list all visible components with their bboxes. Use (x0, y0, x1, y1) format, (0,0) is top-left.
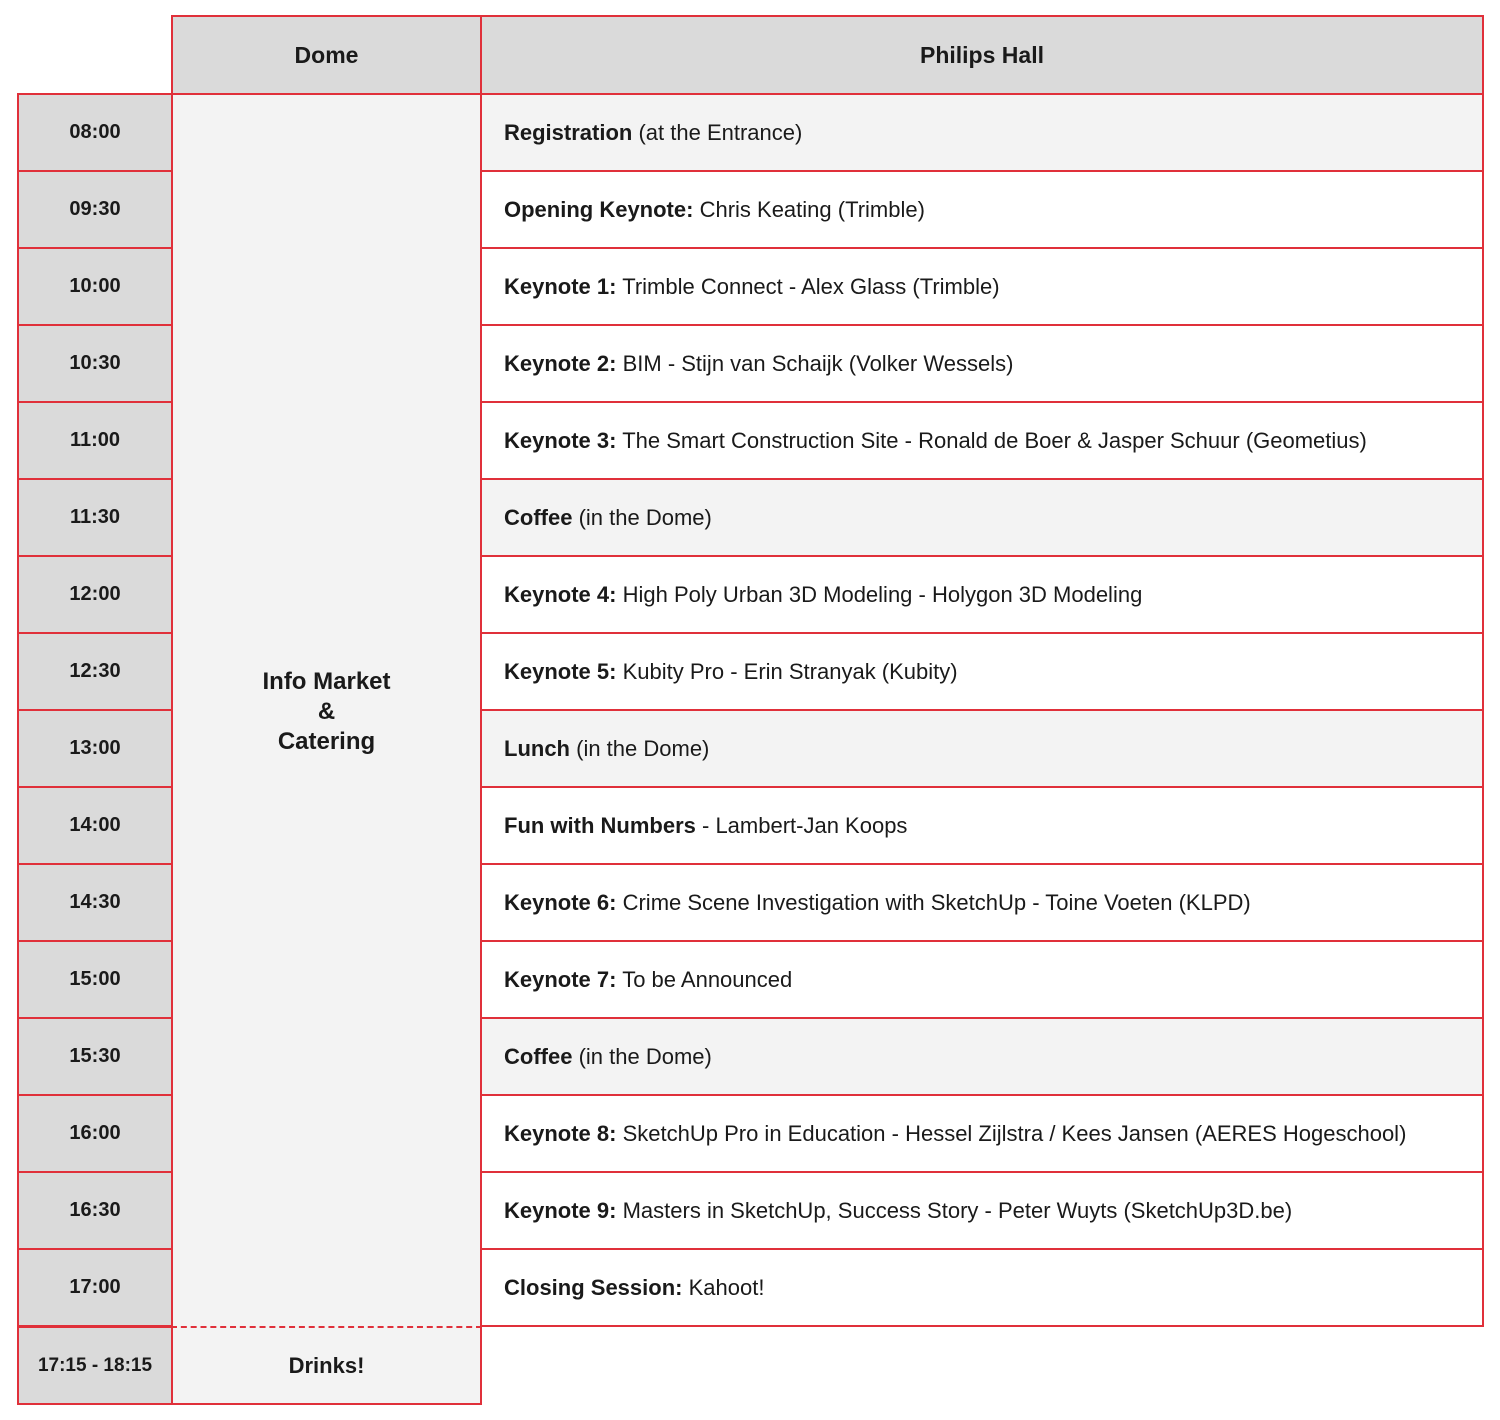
drinks-cell (171, 1326, 482, 1405)
session-title: Coffee (504, 504, 573, 530)
session-title: Keynote 3: (504, 427, 617, 453)
session-detail: The Smart Construction Site - Ronald de Boer & Jasper Schuur (Geometius) (616, 427, 1367, 453)
session-detail: Masters in SketchUp, Success Story - Peter Wuyts (SketchUp3D.be) (616, 1197, 1293, 1223)
session-title: Fun with Numbers (504, 812, 696, 838)
break-cell (480, 478, 1484, 557)
session-detail: Trimble Connect - Alex Glass (Trimble) (616, 273, 1000, 299)
time-cell (17, 632, 173, 711)
time-label: 12:00 (69, 583, 121, 605)
time-label: 15:30 (69, 1045, 121, 1067)
session-cell (480, 1171, 1484, 1250)
time-label: 16:30 (69, 1199, 121, 1221)
time-label: 11:30 (69, 506, 121, 528)
session-detail: (in the Dome) (572, 504, 712, 530)
session-title: Closing Session: (504, 1274, 683, 1300)
session-cell (480, 1248, 1484, 1327)
time-cell (17, 247, 173, 326)
session-title: Lunch (504, 735, 570, 761)
session-cell (480, 863, 1484, 942)
time-label: 14:00 (69, 814, 121, 836)
session-detail: Crime Scene Investigation with SketchUp - Toine Voeten (KLPD) (616, 889, 1251, 915)
session-detail: (in the Dome) (570, 735, 710, 761)
time-label: 11:00 (69, 429, 121, 451)
session-title: Coffee (504, 1043, 573, 1069)
session-cell (480, 940, 1484, 1019)
session-cell (480, 555, 1484, 634)
session-cell (480, 786, 1484, 865)
session-title: Keynote 6: (504, 889, 617, 915)
dome-column (171, 93, 482, 1328)
header-dome-label: Dome (294, 41, 359, 68)
time-label: 16:00 (69, 1122, 121, 1144)
time-cell (17, 1094, 173, 1173)
dome-label-line2: & (317, 697, 336, 725)
session-cell (480, 170, 1484, 249)
time-label: 14:30 (69, 891, 121, 913)
session-detail: - Lambert-Jan Koops (695, 812, 908, 838)
session-detail: To be Announced (616, 966, 793, 992)
time-cell (17, 478, 173, 557)
session-detail: Chris Keating (Trimble) (693, 196, 925, 222)
drinks-label: Drinks! (288, 1352, 365, 1378)
session-title: Opening Keynote: (504, 196, 694, 222)
time-cell (17, 555, 173, 634)
time-cell (17, 93, 173, 172)
time-label: 08:00 (69, 121, 121, 143)
time-label: 13:00 (69, 737, 121, 759)
session-title: Keynote 2: (504, 350, 617, 376)
time-cell (17, 1017, 173, 1096)
session-detail: SketchUp Pro in Education - Hessel Zijlstra / Kees Jansen (AERES Hogeschool) (616, 1120, 1407, 1146)
time-cell (17, 786, 173, 865)
time-label: 10:30 (69, 352, 121, 374)
time-cell (17, 1171, 173, 1250)
session-cell (480, 632, 1484, 711)
header-philips-hall-label: Philips Hall (920, 41, 1044, 68)
session-title: Keynote 1: (504, 273, 617, 299)
session-title: Keynote 4: (504, 581, 617, 607)
break-cell (480, 93, 1484, 172)
session-detail: High Poly Urban 3D Modeling - Holygon 3D Modeling (616, 581, 1143, 607)
session-detail: Kahoot! (682, 1274, 765, 1300)
header-dome (171, 15, 482, 95)
time-label: 17:00 (69, 1276, 121, 1298)
session-detail: BIM - Stijn van Schaijk (Volker Wessels) (616, 350, 1014, 376)
session-title: Keynote 7: (504, 966, 617, 992)
time-label: 10:00 (69, 275, 121, 297)
session-detail: (in the Dome) (572, 1043, 712, 1069)
session-cell (480, 1094, 1484, 1173)
dome-label-line1: Info Market (262, 667, 391, 695)
time-cell (17, 170, 173, 249)
time-cell (17, 709, 173, 788)
time-cell-drinks (17, 1326, 173, 1405)
time-label: 09:30 (69, 198, 121, 220)
session-detail: Kubity Pro - Erin Stranyak (Kubity) (616, 658, 958, 684)
time-cell (17, 940, 173, 1019)
session-detail: (at the Entrance) (632, 119, 803, 145)
time-cell (17, 1248, 173, 1327)
session-title: Keynote 9: (504, 1197, 617, 1223)
session-cell (480, 401, 1484, 480)
session-title: Keynote 8: (504, 1120, 617, 1146)
break-cell (480, 709, 1484, 788)
time-cell (17, 863, 173, 942)
session-title: Keynote 5: (504, 658, 617, 684)
session-cell (480, 247, 1484, 326)
time-label: 15:00 (69, 968, 121, 990)
time-label-drinks: 17:15 - 18:15 (37, 1354, 153, 1376)
session-cell (480, 324, 1484, 403)
session-title: Registration (504, 119, 633, 145)
time-cell (17, 401, 173, 480)
time-label: 12:30 (69, 660, 121, 682)
dome-label-line3: Catering (277, 727, 376, 755)
time-cell (17, 324, 173, 403)
header-philips-hall (480, 15, 1484, 95)
break-cell (480, 1017, 1484, 1096)
